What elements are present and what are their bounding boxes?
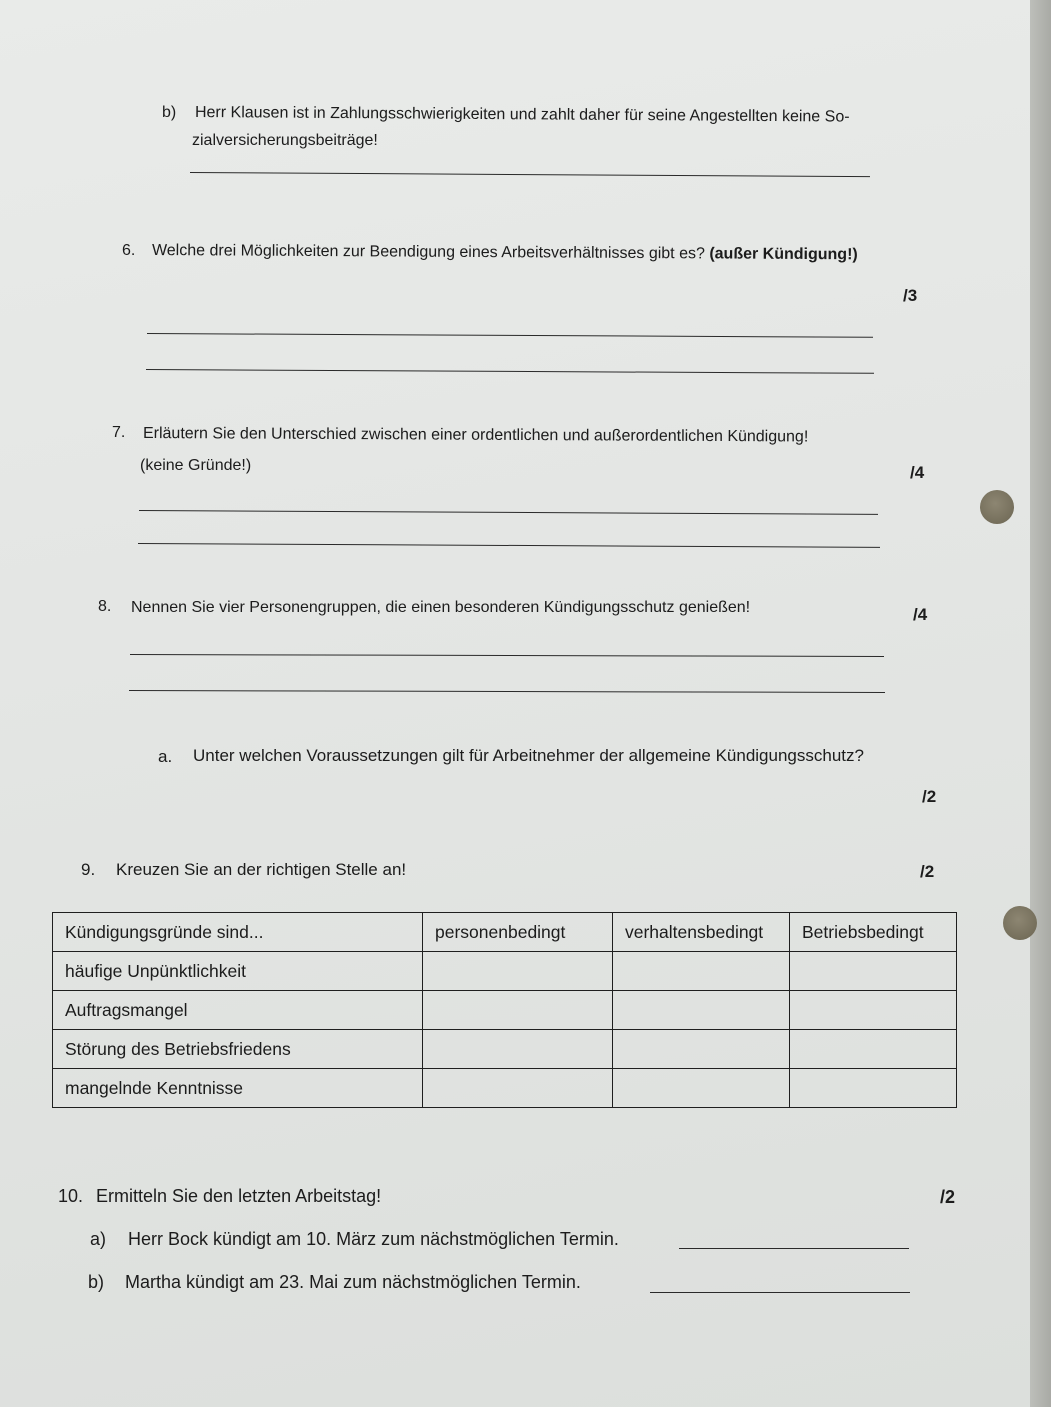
q10b-text: Martha kündigt am 23. Mai zum nächstmöglichen Termin. [125, 1272, 581, 1292]
table-header-row [53, 913, 957, 952]
row-label: mangelnde Kenntnisse [53, 1069, 423, 1108]
checkbox-cell[interactable] [423, 1069, 613, 1108]
q6-note: (außer Kündigung!) [709, 245, 858, 264]
table-row [53, 1030, 957, 1069]
q6-number: 6. [122, 242, 136, 259]
table-header-cell: Kündigungsgründe sind... [53, 913, 423, 952]
q9-number: 9. [81, 860, 96, 879]
table-header-cell: verhaltensbedingt [613, 913, 790, 952]
q6-points: /3 [903, 286, 918, 305]
table-header-cell: personenbedingt [423, 913, 613, 952]
checkbox-cell[interactable] [423, 952, 613, 991]
q8a-points: /2 [922, 787, 937, 806]
q9-text: Kreuzen Sie an der richtigen Stelle an! [116, 860, 407, 879]
checkbox-cell[interactable] [790, 991, 957, 1030]
q6-question: Welche drei Möglichkeiten zur Beendigung eines Arbeitsverhältnisses gibt es? [151, 242, 705, 263]
q7-sub: (keine Gründe!) [140, 457, 252, 474]
checkbox-cell[interactable] [423, 991, 613, 1030]
table-row [53, 1069, 957, 1108]
row-label: Auftragsmangel [53, 991, 423, 1030]
q10b-label: b) [88, 1272, 105, 1292]
row-label: häufige Unpünktlichkeit [53, 952, 423, 991]
checkbox-cell[interactable] [790, 1069, 957, 1108]
q10a-text: Herr Bock kündigt am 10. März zum nächstmöglichen Termin. [128, 1229, 619, 1249]
checkbox-cell[interactable] [613, 1030, 790, 1069]
kuendigungsgruende-table [52, 912, 957, 1108]
checkbox-cell[interactable] [613, 1069, 790, 1108]
q8a-text: Unter welchen Voraussetzungen gilt für Arbeitnehmer der allgemeine Kündigungsschutz? [193, 746, 864, 765]
q10-text: Ermitteln Sie den letzten Arbeitstag! [96, 1186, 382, 1206]
table-row [53, 991, 957, 1030]
q8-number: 8. [98, 598, 112, 615]
row-label: Störung des Betriebsfriedens [53, 1030, 423, 1069]
q10-number: 10. [58, 1186, 84, 1206]
q5b-text-line2: zialversicherungsbeiträge! [192, 132, 378, 149]
checkbox-cell[interactable] [790, 1030, 957, 1069]
checkbox-cell[interactable] [790, 952, 957, 991]
table-header-cell: Betriebsbedingt [790, 913, 957, 952]
q9-points: /2 [920, 862, 935, 881]
q5b-label: b) [162, 104, 177, 121]
checkbox-cell[interactable] [613, 991, 790, 1030]
q7-points: /4 [910, 463, 925, 482]
punch-hole-bottom [1003, 906, 1037, 940]
punch-hole-top [980, 490, 1014, 524]
q10a-label: a) [90, 1229, 107, 1249]
paper-edge [1030, 0, 1051, 1407]
q10a-answer-line[interactable] [679, 1248, 909, 1249]
checkbox-cell[interactable] [613, 952, 790, 991]
q8a-label: a. [158, 747, 173, 766]
table-row [53, 952, 957, 991]
q5b-text-line1: Herr Klausen ist in Zahlungsschwierigkeiten und zahlt daher für seine Angestellten keine So- [194, 104, 850, 126]
q10b-answer-line[interactable] [650, 1292, 910, 1293]
q10-points: /2 [940, 1187, 956, 1207]
q8-text: Nennen Sie vier Personengruppen, die einen besonderen Kündigungsschutz genießen! [131, 599, 751, 616]
q7-number: 7. [112, 424, 126, 441]
checkbox-cell[interactable] [423, 1030, 613, 1069]
q8-points: /4 [913, 605, 928, 624]
q7-text: Erläutern Sie den Unterschied zwischen einer ordentlichen und außerordentlichen Kündigung! [142, 425, 809, 446]
